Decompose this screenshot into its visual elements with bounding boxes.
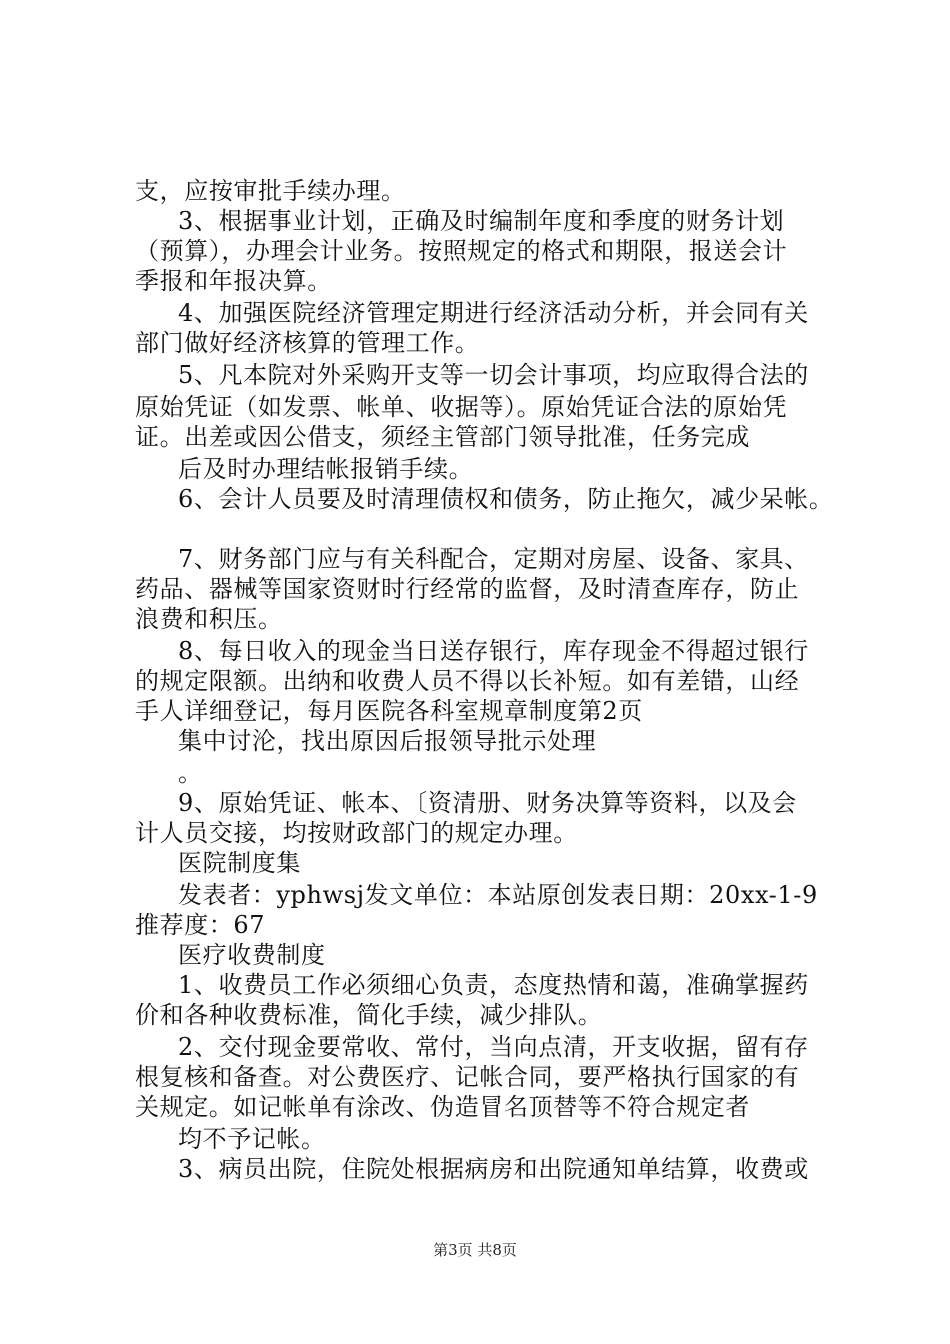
text-line: 推荐度：67 xyxy=(135,911,266,939)
text-line: 手人详细登记，每月医院各科室规章制度第2页 xyxy=(135,697,643,725)
text-line: 1、收费员工作必须细心负责，态度热情和蔼，准确掌握药 xyxy=(178,971,809,999)
text-line: 季报和年报决算。 xyxy=(135,267,332,295)
text-line: 医疗收费制度 xyxy=(178,941,326,969)
text-line: 4、加强医院经济管理定期进行经济活动分析，并会同有关 xyxy=(178,299,809,327)
text-line: 关规定。如记帐单有涂改、伪造冒名顶替等不符合规定者 xyxy=(135,1093,750,1121)
text-line: 浪费和积压。 xyxy=(135,605,283,633)
text-line: 发表者：yphwsj发文单位：本站原创发表日期：20xx-1-9 xyxy=(178,881,818,909)
text-line: 5、凡本院对外采购开支等一切会计事项，均应取得合法的 xyxy=(178,361,809,389)
text-line: （预算），办理会计业务。按照规定的格式和期限，报送会计 xyxy=(135,237,788,265)
text-line: 部门做好经济核算的管理工作。 xyxy=(135,329,480,357)
text-line: 药品、器械等国家资财时行经常的监督，及时清查库存，防止 xyxy=(135,575,800,603)
text-line: 6、会计人员要及时清理债权和债务，防止拖欠，减少呆帐。 xyxy=(178,485,834,513)
text-line: 8、每日收入的现金当日送存银行，库存现金不得超过银行 xyxy=(178,637,809,665)
text-line: 后及时办理结帐报销手续。 xyxy=(178,455,474,483)
text-line: 医院制度集 xyxy=(178,849,301,877)
text-line: 的规定限额。出纳和收费人员不得以长补短。如有差错，山经 xyxy=(135,667,800,695)
text-line: 2、交付现金要常收、常付，当向点清，开支收据，留有存 xyxy=(178,1033,809,1061)
page-footer: 第3页 共8页 xyxy=(433,1241,517,1259)
text-line: 集中讨沦，找出原因后报领导批示处理 xyxy=(178,727,597,755)
text-line: 价和各种收费标准，简化手续，减少排队。 xyxy=(135,1001,603,1029)
text-line: 3、病员出院，住院处根据病房和出院通知单结算，收费或 xyxy=(178,1155,809,1183)
text-line: 3、根据事业计划，正确及时编制年度和季度的财务计划 xyxy=(178,207,785,235)
text-line: 根复核和备查。对公费医疗、记帐合同，要严格执行国家的有 xyxy=(135,1063,800,1091)
text-line: 均不予记帐。 xyxy=(178,1125,326,1153)
text-line: 。 xyxy=(178,759,203,787)
text-line: 证。出差或因公借支，须经主管部门领导批准，任务完成 xyxy=(135,423,750,451)
text-line: 支，应按审批手续办理。 xyxy=(135,177,406,205)
text-line: 原始凭证（如发票、帐单、收据等）。原始凭证合法的原始凭 xyxy=(135,393,788,421)
text-line: 9、原始凭证、帐本、〔资清册、财务决算等资料，以及会 xyxy=(178,789,797,817)
text-line: 7、财务部门应与有关科配合，定期对房屋、设备、家具、 xyxy=(178,545,809,573)
text-line: 计人员交接，均按财政部门的规定办理。 xyxy=(135,819,578,847)
